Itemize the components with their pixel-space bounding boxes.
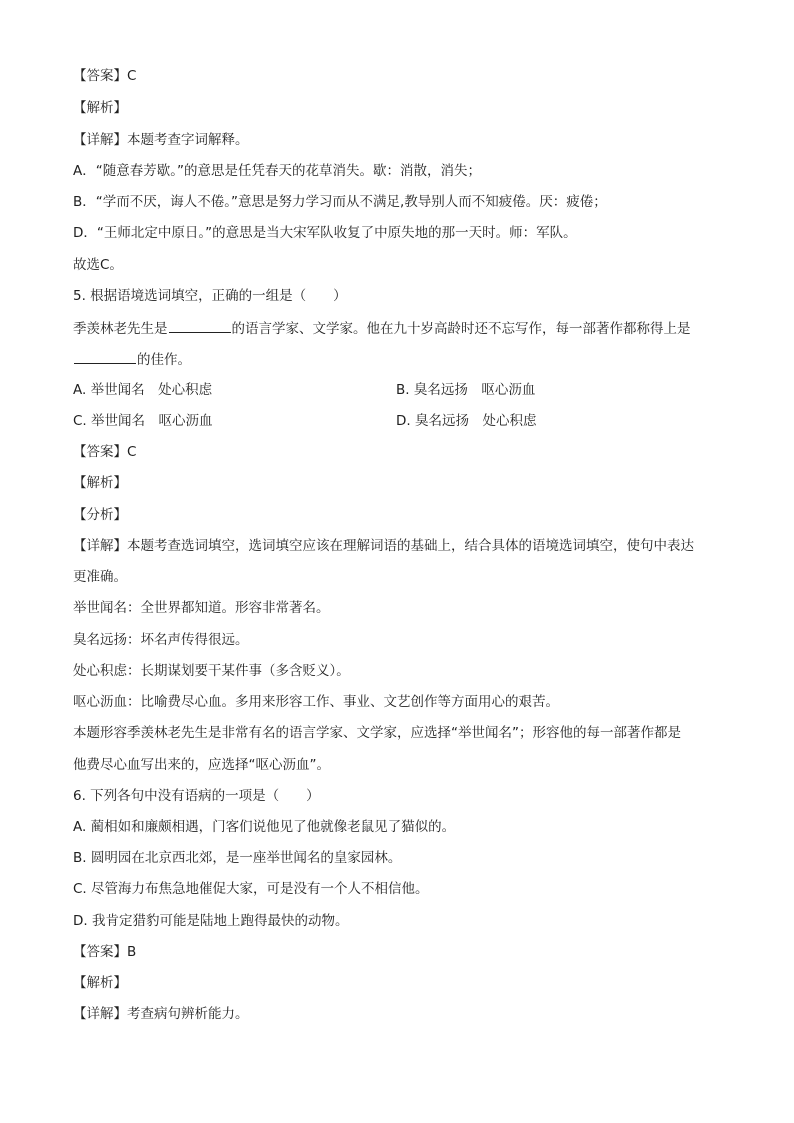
- q5-option-c: C. 举世闻名 呕心沥血: [73, 413, 213, 429]
- q5-option-d: D. 臭名远扬 处心积虑: [396, 413, 537, 429]
- q5-stem-part2: 的语言学家、文学家。他在九十岁高龄时还不忘写作，每一部著作都称得上是: [231, 321, 691, 337]
- q6-question: 6. 下列各句中没有语病的一项是（ ）: [73, 788, 320, 804]
- q6-option-d: D. 我肯定猎豹可能是陆地上跑得最快的动物。: [73, 913, 349, 929]
- q5-fenxi-label: 【分析】: [73, 507, 127, 523]
- q5-definition-2: 臭名远扬：坏名声传得很远。: [73, 632, 249, 648]
- q4-explain-d: D．“王师北定中原日。”的意思是当大宋军队收复了中原失地的那一天时。师：军队。: [73, 225, 577, 241]
- q5-explain-line-2: 他费尽心血写出来的，应选择“呕心沥血”。: [73, 757, 330, 773]
- q5-option-a: A. 举世闻名 处心积虑: [73, 382, 213, 398]
- q4-conclusion: 故选C。: [73, 257, 123, 273]
- q6-analysis-label: 【解析】: [73, 975, 127, 991]
- q5-definition-4: 呕心沥血：比喻费尽心血。多用来形容工作、事业、文艺创作等方面用心的艰苦。: [73, 694, 559, 710]
- q5-question: 5. 根据语境选词填空，正确的一组是（ ）: [73, 288, 347, 304]
- q5-definition-3: 处心积虑：长期谋划要干某件事（多含贬义）。: [73, 663, 350, 679]
- q6-answer: 【答案】B: [73, 944, 137, 960]
- q5-stem-line-1: [73, 317, 691, 339]
- q5-answer: 【答案】C: [73, 444, 137, 460]
- q5-definition-1: 举世闻名：全世界都知道。形容非常著名。: [73, 600, 330, 616]
- q6-option-b: B. 圆明园在北京西北郊，是一座举世闻名的皇家园林。: [73, 850, 402, 866]
- q5-option-b: B. 臭名远扬 呕心沥血: [396, 382, 536, 398]
- q5-analysis-label: 【解析】: [73, 475, 127, 491]
- q4-answer: 【答案】C: [73, 68, 137, 84]
- q6-option-c: C. 尽管海力布焦急地催促大家，可是没有一个人不相信他。: [73, 881, 429, 897]
- q4-analysis-label: 【解析】: [73, 100, 127, 116]
- q5-blank-2: [74, 348, 136, 364]
- q5-detail-line-1: 【详解】本题考查选词填空，选词填空应该在理解词语的基础上，结合具体的语境选词填空，使句中表达: [73, 538, 694, 554]
- q5-options-row-1: [73, 380, 212, 400]
- q6-option-a: A. 蔺相如和廉颇相遇，门客们说他见了他就像老鼠见了猫似的。: [73, 819, 456, 835]
- q5-explain-line-1: 本题形容季羡林老先生是非常有名的语言学家、文学家，应选择“举世闻名”；形容他的每一部著作都是: [73, 725, 681, 741]
- q5-blank-1: [169, 317, 231, 333]
- q5-stem-part1: 季羡林老先生是: [73, 321, 168, 337]
- q4-explain-a: A．“随意春芳歇。”的意思是任凭春天的花草消失。歇：消散，消失；: [73, 163, 481, 179]
- q5-detail-line-2: 更准确。: [73, 569, 127, 585]
- q6-detail: 【详解】考查病句辨析能力。: [73, 1006, 249, 1022]
- q5-stem-part3: 的佳作。: [137, 352, 191, 368]
- q4-detail: 【详解】本题考查字词解释。: [73, 132, 249, 148]
- q5-stem-line-2: [73, 348, 191, 370]
- q4-explain-b: B．“学而不厌，诲人不倦。”意思是努力学习而从不满足,教导别人而不知疲倦。厌：疲倦；: [73, 194, 607, 210]
